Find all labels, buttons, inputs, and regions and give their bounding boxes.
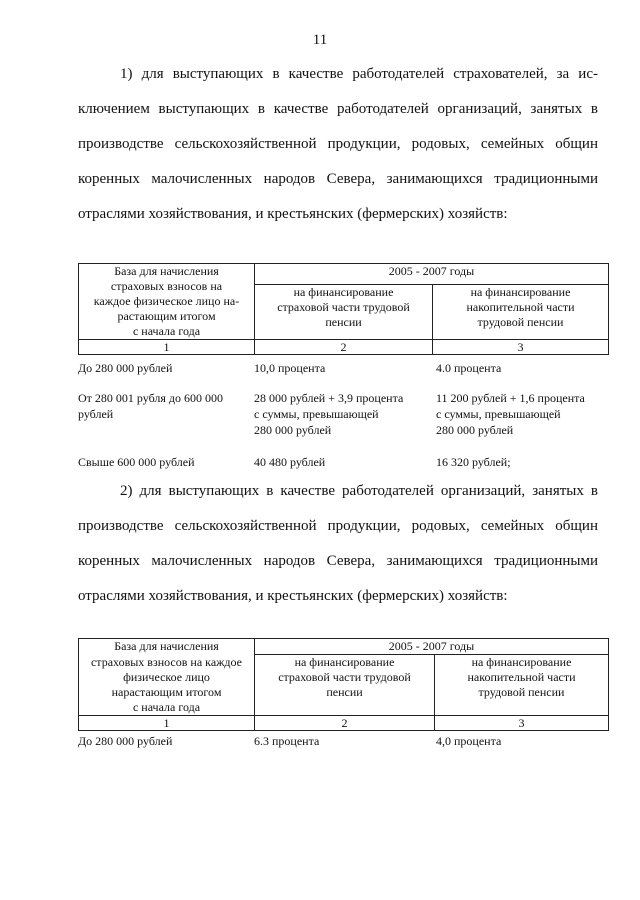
column-header-period: 2005 - 2007 годы: [255, 264, 609, 285]
column-number: 2: [255, 340, 433, 355]
table-row: [78, 454, 606, 474]
text-line: отраслями хозяйствования, и крестьянских (фермерских) хозяйств:: [78, 588, 508, 604]
table-cell: 28 000 рублей + 3,9 процента с суммы, превышающей 280 000 рублей: [254, 391, 404, 437]
text-line: производстве сельскохозяйственной продукции, родовых, семейных общин: [78, 136, 598, 152]
table-cell: 16 320 рублей;: [436, 455, 511, 469]
text-line: ключением выступающих в качестве работодателей организаций, занятых в: [78, 101, 598, 117]
text-line: отраслями хозяйствования, и крестьянских (фермерских) хозяйств:: [78, 206, 508, 222]
column-number: 3: [433, 340, 609, 355]
column-header-base: База для начисления: [79, 639, 255, 655]
table-cell: 10,0 процента: [254, 361, 326, 375]
column-number: 1: [79, 340, 255, 355]
table-cell: 6.3 процента: [254, 734, 320, 748]
paragraph-1: [78, 57, 598, 232]
rates-table-1: [78, 263, 609, 355]
column-header-base-cont: страховых взносов на каждое физическое лицо нарастающим итогом с начала года: [79, 655, 255, 716]
column-number: 1: [79, 715, 255, 730]
text-line: 2) для выступающих в качестве работодателей организаций, занятых в: [120, 483, 598, 499]
column-header-funded: на финансирование накопительной части трудовой пенсии: [433, 285, 609, 340]
table-row: [78, 360, 606, 390]
text-line: 1) для выступающих в качестве работодателей страхователей, за ис-: [120, 66, 598, 82]
paragraph-2: [78, 474, 598, 614]
column-header-funded: на финансирование накопительной части трудовой пенсии: [435, 655, 609, 716]
table-2-body: [78, 733, 606, 751]
table-cell: 4.0 процента: [436, 361, 502, 375]
table-cell: 4,0 процента: [436, 734, 502, 748]
table-cell: Свыше 600 000 рублей: [78, 455, 195, 469]
table-1-body: [78, 360, 606, 474]
table-row: [78, 390, 606, 454]
column-header-insurance: на финансирование страховой части трудовой пенсии: [255, 655, 435, 716]
table-cell: От 280 001 рубля до 600 000 рублей: [78, 391, 224, 421]
rates-table-2: [78, 638, 609, 731]
table-cell: До 280 000 рублей: [78, 734, 173, 748]
table-cell: 40 480 рублей: [254, 455, 326, 469]
table-cell: 11 200 рублей + 1,6 процента с суммы, превышающей 280 000 рублей: [436, 391, 585, 437]
column-header-period: 2005 - 2007 годы: [255, 639, 609, 655]
column-number: 3: [435, 715, 609, 730]
column-header-base: База для начисления страховых взносов на каждое физическое лицо на- растающим итогом с начала года: [79, 264, 255, 340]
table-row: [78, 733, 606, 751]
table-cell: До 280 000 рублей: [78, 361, 173, 375]
page-number: 11: [312, 32, 328, 48]
text-line: производстве сельскохозяйственной продукции, родовых, семейных общин: [78, 518, 598, 534]
text-line: коренных малочисленных народов Севера, занимающихся традиционными: [78, 553, 598, 569]
column-number: 2: [255, 715, 435, 730]
text-line: коренных малочисленных народов Севера, занимающихся традиционными: [78, 171, 598, 187]
column-header-insurance: на финансирование страховой части трудовой пенсии: [255, 285, 433, 340]
